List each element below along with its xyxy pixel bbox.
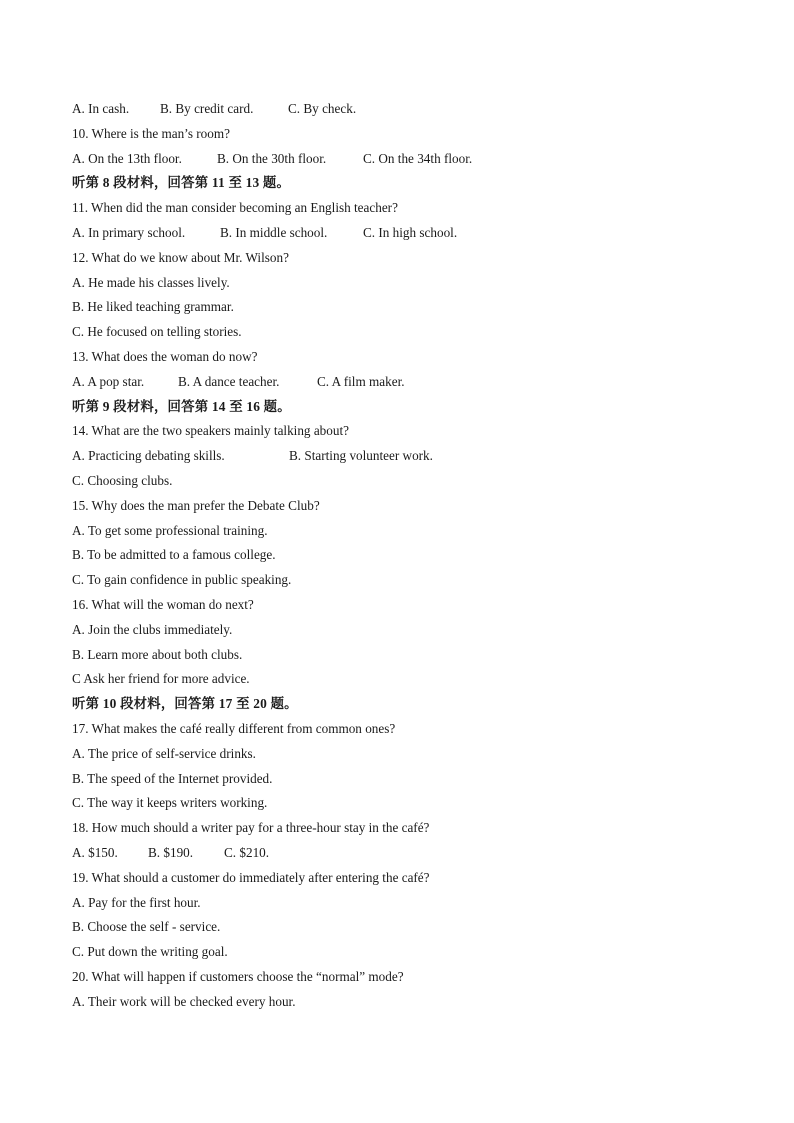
answer-option: C. In high school. bbox=[363, 224, 458, 240]
answer-option: A. In primary school. bbox=[72, 224, 186, 240]
text-line: 17. What makes the café really different from common ones? bbox=[72, 720, 396, 736]
section-heading: 听第 9 段材料，回答第 14 至 16 题。 bbox=[72, 398, 291, 414]
answer-options-row bbox=[72, 99, 752, 124]
answer-option: A. $150. bbox=[72, 844, 118, 860]
text-line: C. The way it keeps writers working. bbox=[72, 795, 268, 811]
text-line: 18. How much should a writer pay for a three-hour stay in the café? bbox=[72, 820, 430, 836]
answer-options-row bbox=[72, 149, 752, 174]
answer-option: A. A pop star. bbox=[72, 373, 145, 389]
answer-option: C. A film maker. bbox=[317, 373, 405, 389]
text-line: C. Put down the writing goal. bbox=[72, 944, 228, 960]
text-line: 16. What will the woman do next? bbox=[72, 596, 254, 612]
text-line: B. The speed of the Internet provided. bbox=[72, 770, 273, 786]
text-line: A. The price of self-service drinks. bbox=[72, 745, 256, 761]
text-line: B. Learn more about both clubs. bbox=[72, 646, 243, 662]
text-line: C. He focused on telling stories. bbox=[72, 324, 242, 340]
answer-option: A. Practicing debating skills. bbox=[72, 448, 225, 464]
section-heading: 听第 8 段材料，回答第 11 至 13 题。 bbox=[72, 175, 291, 191]
answer-option: C. $210. bbox=[224, 844, 270, 860]
text-line: 19. What should a customer do immediately after entering the café? bbox=[72, 869, 430, 885]
text-line: A. He made his classes lively. bbox=[72, 274, 230, 290]
section-heading: 听第 10 段材料，回答第 17 至 20 题。 bbox=[72, 696, 298, 712]
answer-option: B. $190. bbox=[148, 844, 194, 860]
text-line: B. Choose the self - service. bbox=[72, 919, 221, 935]
text-line: A. To get some professional training. bbox=[72, 522, 268, 538]
answer-option: B. On the 30th floor. bbox=[217, 150, 327, 166]
answer-options-row bbox=[72, 446, 752, 471]
text-line: 13. What does the woman do now? bbox=[72, 348, 258, 364]
answer-option: B. By credit card. bbox=[160, 101, 254, 116]
text-line: 12. What do we know about Mr. Wilson? bbox=[72, 249, 289, 265]
answer-options-row bbox=[72, 223, 752, 248]
text-line: 14. What are the two speakers mainly talking about? bbox=[72, 423, 349, 439]
text-line: B. To be admitted to a famous college. bbox=[72, 547, 276, 563]
text-line: A. Pay for the first hour. bbox=[72, 894, 201, 910]
question-sheet bbox=[72, 99, 752, 1016]
text-line: A. Join the clubs immediately. bbox=[72, 621, 233, 637]
text-line: C. Choosing clubs. bbox=[72, 472, 173, 488]
answer-option: B. In middle school. bbox=[220, 224, 328, 240]
answer-option: B. Starting volunteer work. bbox=[289, 448, 433, 464]
answer-option: B. A dance teacher. bbox=[178, 373, 280, 389]
text-line: C. To gain confidence in public speaking. bbox=[72, 572, 292, 588]
text-line: 10. Where is the man’s room? bbox=[72, 125, 230, 141]
text-line: A. Their work will be checked every hour. bbox=[72, 993, 296, 1009]
answer-option: C. By check. bbox=[288, 101, 357, 116]
answer-option: A. On the 13th floor. bbox=[72, 150, 182, 166]
answer-options-row bbox=[72, 372, 752, 397]
text-line: 11. When did the man consider becoming an English teacher? bbox=[72, 200, 398, 216]
text-line: B. He liked teaching grammar. bbox=[72, 299, 234, 315]
answer-options-row bbox=[72, 843, 752, 868]
text-line: 15. Why does the man prefer the Debate Club? bbox=[72, 497, 320, 513]
answer-option: C. On the 34th floor. bbox=[363, 150, 473, 166]
text-line: 20. What will happen if customers choose the “normal” mode? bbox=[72, 968, 404, 984]
answer-option: A. In cash. bbox=[72, 101, 130, 116]
text-line: C Ask her friend for more advice. bbox=[72, 671, 250, 687]
